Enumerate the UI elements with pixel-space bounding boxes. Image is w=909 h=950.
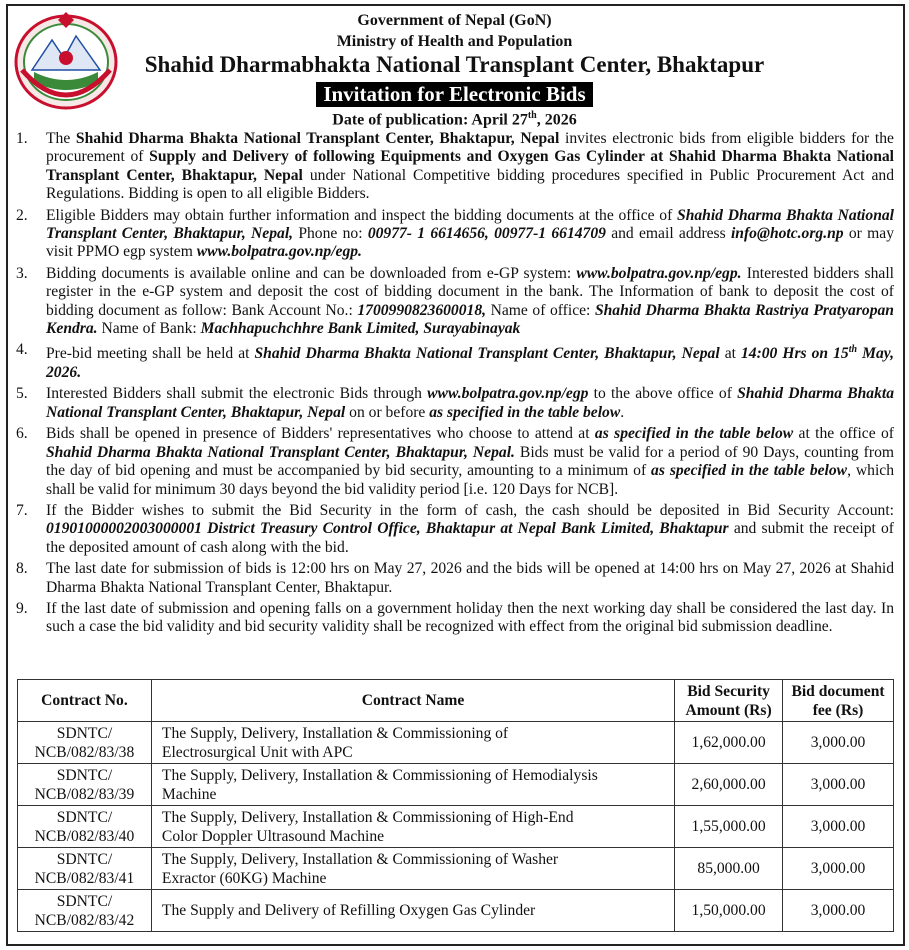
contract-name-cell: The Supply, Delivery, Installation & Commissioning of Hemodialysis Machine [151, 764, 674, 806]
clause-text: www.bolpatra.gov.np/egp. [576, 264, 742, 282]
clause-number: 3. [16, 264, 28, 282]
clause-text: www.bolpatra.gov.np/egp. [196, 243, 362, 261]
clause-text: Bidding documents is available online and can be downloaded from e-GP system: [46, 264, 577, 282]
contract-no-cell: SDNTC/ NCB/082/83/41 [18, 848, 152, 890]
clause-number: 8. [16, 560, 28, 578]
clause-text: invites electronic bids from eligible bidders for the procurement of [46, 130, 894, 166]
clause-text: Shahid Dharma Bhakta National Transplant Center, Bhaktapur, Nepal [46, 385, 894, 421]
clause-item [16, 341, 894, 382]
clause-text: or may visit PPMO egp system [46, 225, 894, 261]
ministry-heading: Ministry of Health and Population [336, 33, 573, 50]
clause-item [16, 425, 894, 499]
contract-name-cell: The Supply, Delivery, Installation & Commissioning of Washer Exractor (60KG) Machine [151, 848, 674, 890]
contract-no-cell: SDNTC/ NCB/082/83/42 [18, 890, 152, 932]
clause-item [16, 560, 894, 597]
clause-text: Name of Bank: [97, 320, 201, 338]
table-row [18, 848, 894, 890]
clause-text: Supply and Delivery of following Equipments and Oxygen Gas Cylinder at Shahid Dharma Bhakta National Transplant Center, Bhaktapur, Nepal [46, 148, 894, 184]
clause-text: , which shall be valid for minimum 30 days beyond the bid validity period [i.e. 120 Days for NCB]. [46, 462, 894, 498]
clause-text: 00977- 1 6614656, 00977-1 6614709 [367, 225, 606, 243]
clause-number: 7. [16, 501, 28, 519]
clause-text: as specified in the table below [429, 403, 621, 421]
contracts-table [17, 679, 894, 932]
clause-text: Shahid Dharma Bhakta National Transplant Center, Bhaktapur, Nepal [75, 130, 560, 147]
clause-text: and email address [605, 225, 731, 243]
clause-text: 1700990823600018, [357, 301, 487, 319]
clause-text: as specified in the table below [594, 425, 794, 443]
clause-text: as specified in the table below [651, 462, 848, 480]
doc-fee-cell: 3,000.00 [783, 890, 894, 932]
clause-text: May, 2026. [46, 345, 894, 382]
doc-fee-cell: 3,000.00 [783, 848, 894, 890]
clause-text: Shahid Dharma Bhakta National Transplant Center, Bhaktapur, Nepal. [46, 443, 515, 461]
clause-number: 2. [16, 206, 28, 224]
clause-text: Eligible Bidders may obtain further information and inspect the bidding documents at the office of [46, 206, 678, 224]
header-contract-name: Contract Name [151, 680, 674, 722]
doc-fee-cell: 3,000.00 [783, 764, 894, 806]
clause-text: at [719, 345, 741, 363]
center-heading: Shahid Dharmabhakta National Transplant Center, Bhaktapur [144, 52, 765, 77]
clause-text: Shahid Dharma Bhakta National Transplant Center, Bhaktapur, Nepal [254, 345, 720, 363]
bid-security-cell: 1,50,000.00 [675, 890, 783, 932]
contract-no-cell: SDNTC/ NCB/082/83/38 [18, 722, 152, 764]
contract-no-cell: SDNTC/ NCB/082/83/39 [18, 764, 152, 806]
clause-text: Shahid Dharma Bhakta National Transplant Center, Bhaktapur, Nepal, [46, 206, 894, 243]
contract-no-cell: SDNTC/ NCB/082/83/40 [18, 806, 152, 848]
clause-number: 4. [16, 341, 28, 359]
clause-item [16, 600, 894, 637]
contract-name-cell: The Supply and Delivery of Refilling Oxygen Gas Cylinder [151, 890, 674, 932]
clause-number: 6. [16, 425, 28, 443]
clause-text: Interested bidders shall register in the e-GP system and deposit the cost of bidding document in the bank. The Information of bank to deposit the cost of bidding document as follow: Bank Account No.: [46, 264, 894, 319]
clause-text: info@hotc.org.np [730, 225, 844, 243]
header-doc-fee: Bid document fee (Rs) [783, 680, 894, 722]
clause-text: Bids must be valid for a period of 90 Days, counting from the day of bid opening and must be accompanied by bid security, amounting to a minimum of [46, 443, 894, 480]
clause-text: Bids shall be opened in presence of Bidders' representatives who choose to attend at [46, 425, 595, 443]
notice-clauses [16, 130, 894, 640]
contract-name-cell: The Supply, Delivery, Installation & Commissioning of High-End Color Doppler Ultrasound Machine [151, 806, 674, 848]
clause-number: 1. [16, 130, 28, 147]
clause-text: Pre-bid meeting shall be held at [46, 345, 255, 363]
clause-text: th [848, 344, 858, 356]
clause-item [16, 502, 894, 557]
clause-text: The [46, 130, 76, 147]
clause-text: Phone no: [293, 225, 368, 243]
clause-text: at the office of [793, 425, 894, 443]
header-contract-no: Contract No. [18, 680, 152, 722]
clause-text: 14:00 Hrs on 15 [740, 345, 849, 363]
clause-text: under National Competitive bidding procedures specified in Public Procurement Act and Regulations. Bidding is open to all eligible Bidders. [46, 166, 895, 203]
doc-fee-cell: 3,000.00 [783, 722, 894, 764]
publication-date: Date of publication: April 27th, 2026 [332, 110, 577, 129]
bid-security-cell: 1,55,000.00 [675, 806, 783, 848]
clause-text: 01901000002003000001 District Treasury Control Office, Bhaktapur at Nepal Bank Limited, Bhaktapur [46, 520, 729, 538]
clause-text: to the above office of [588, 385, 738, 403]
clause-text: www.bolpatra.gov.np/egp [427, 385, 589, 403]
contract-name-cell: The Supply, Delivery, Installation & Commissioning of Electrosurgical Unit with APC [151, 722, 674, 764]
clause-text: on or before [345, 403, 430, 421]
clause-item [16, 207, 894, 262]
clause-number: 9. [16, 599, 28, 617]
doc-fee-cell: 3,000.00 [783, 806, 894, 848]
clause-text: Name of office: [486, 301, 595, 319]
bid-security-cell: 1,62,000.00 [675, 722, 783, 764]
clause-text: If the Bidder wishes to submit the Bid Security in the form of cash, the cash should be deposited in Bid Security Account: [46, 501, 894, 519]
clause-item [16, 385, 894, 422]
table-header-row [18, 680, 894, 722]
clause-text: and submit the receipt of the deposited amount of cash along with the bid. [46, 520, 894, 556]
notice-title: Invitation for Electronic Bids [316, 82, 592, 107]
clause-text: The last date for submission of bids is 12:00 hrs on May 27, 2026 and the bids will be opened at 14:00 hrs on May 27, 2026 at Shahid Dharma Bhakta National Transplant Center, Bhaktapur. [46, 560, 894, 596]
government-heading: Government of Nepal (GoN) [357, 12, 552, 29]
table-row [18, 722, 894, 764]
table-row [18, 806, 894, 848]
bid-security-cell: 85,000.00 [675, 848, 783, 890]
bid-security-cell: 2,60,000.00 [675, 764, 783, 806]
clause-text: . [620, 403, 625, 421]
clause-text: If the last date of submission and opening falls on a government holiday then the next working day shall be considered the last day. In such a case the bid validity and bid security validity shall be recognized with effect from the original bid submission deadline. [46, 599, 894, 636]
clause-item [16, 265, 894, 339]
table-row [18, 890, 894, 932]
clause-number: 5. [16, 385, 28, 403]
table-row [18, 764, 894, 806]
clause-item [16, 130, 894, 204]
clause-text: Interested Bidders shall submit the electronic Bids through [46, 385, 428, 403]
clause-text: Shahid Dharma Bhakta Rastriya Pratyaropan Kendra. [46, 301, 894, 338]
header-bid-security: Bid Security Amount (Rs) [675, 680, 783, 722]
clause-text: Machhapuchchhre Bank Limited, Surayabinayak [200, 320, 521, 338]
